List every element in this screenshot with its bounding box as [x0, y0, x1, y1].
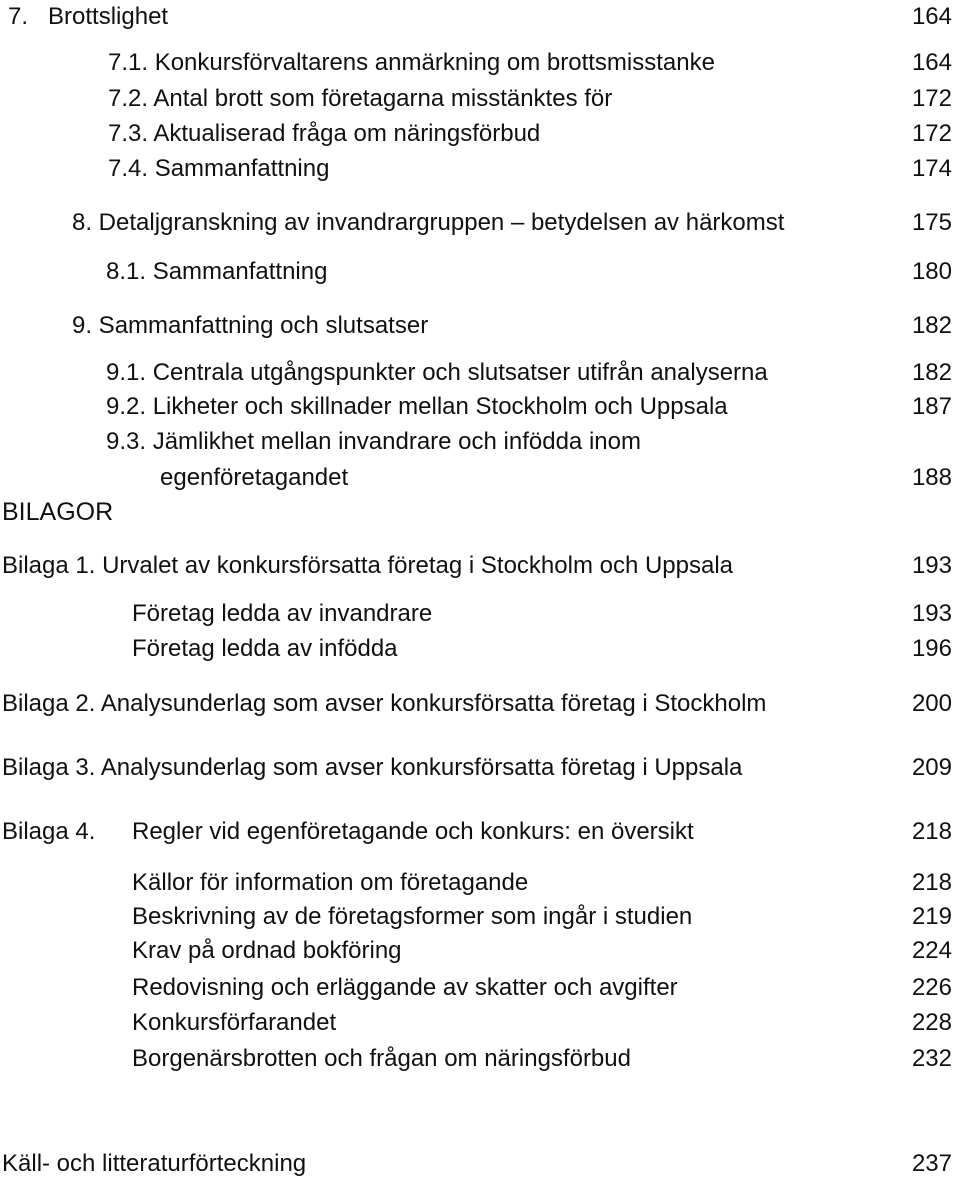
toc-entry-page: 164	[911, 49, 952, 76]
toc-entry-title: Bilaga 3. Analysunderlag som avser konkursförsatta företag i Uppsala	[2, 754, 743, 781]
toc-entry-title: Krav på ordnad bokföring	[132, 937, 402, 964]
toc-section-9-3	[0, 425, 960, 459]
toc-entry-page: 172	[911, 120, 952, 147]
toc-entry-title: Företag ledda av invandrare	[132, 600, 433, 627]
toc-entry-title: Redovisning och erläggande av skatter och avgifter	[132, 974, 678, 1001]
toc-entry-page: 188	[911, 464, 952, 491]
toc-entry-page: 200	[911, 690, 952, 717]
toc-entry-title: 8.1. Sammanfattning	[106, 258, 328, 285]
toc-entry-title: Bilaga 1. Urvalet av konkursförsatta företag i Stockholm och Uppsala	[2, 552, 734, 579]
toc-references	[0, 1147, 960, 1181]
toc-entry-title: Konkursförfarandet	[132, 1009, 337, 1036]
toc-section-7-3	[0, 117, 960, 151]
toc-appendix-4-item	[0, 866, 960, 900]
toc-entry-title: Källor för information om företagande	[132, 869, 529, 896]
toc-entry-title: 7. Brottslighet	[8, 3, 169, 30]
toc-entry-page: 224	[911, 937, 952, 964]
toc-entry-page: 172	[911, 85, 952, 112]
toc-entry-title: Beskrivning av de företagsformer som ingår i studien	[132, 903, 693, 930]
toc-entry-title: Käll- och litteraturförteckning	[2, 1150, 307, 1177]
toc-entry-title: Bilaga 2. Analysunderlag som avser konkursförsatta företag i Stockholm	[2, 690, 767, 717]
toc-entry-page: 193	[911, 552, 952, 579]
toc-entry-page: 218	[911, 818, 952, 845]
toc-section-7-2	[0, 82, 960, 116]
toc-entry-page: 164	[911, 3, 952, 30]
toc-section-9-1	[0, 356, 960, 390]
toc-entry-title: 7.2. Antal brott som företagarna misstänktes för	[108, 85, 613, 112]
toc-entry-page: 193	[911, 600, 952, 627]
toc-entry-title: Borgenärsbrotten och frågan om näringsförbud	[132, 1045, 631, 1072]
toc-entry-page: 218	[911, 869, 952, 896]
toc-entry-label: Bilaga 4.	[2, 818, 96, 845]
appendices-heading: BILAGOR	[2, 498, 114, 526]
toc-entry-page: 175	[911, 209, 952, 236]
toc-appendix-4-item	[0, 1042, 960, 1076]
toc-entry-title: egenföretagandet	[160, 464, 349, 491]
toc-entry-title: 9. Sammanfattning och slutsatser	[72, 312, 429, 339]
toc-entry-page: 182	[911, 359, 952, 386]
toc-entry-page: 209	[911, 754, 952, 781]
toc-entry-title: 9.1. Centrala utgångspunkter och slutsatser utifrån analyserna	[106, 359, 768, 386]
toc-entry-page: 226	[911, 974, 952, 1001]
toc-section-9-3-continued	[0, 461, 960, 495]
toc-entry-title: 7.4. Sammanfattning	[108, 155, 330, 182]
toc-section-7-1	[0, 46, 960, 80]
toc-section-9-2	[0, 390, 960, 424]
toc-appendix-1-item	[0, 597, 960, 631]
toc-appendix-4	[0, 815, 960, 849]
toc-entry-page: 237	[911, 1150, 952, 1177]
toc-chapter-8	[0, 206, 960, 240]
toc-appendix-4-item	[0, 971, 960, 1005]
toc-entry-title: Regler vid egenföretagande och konkurs: en översikt	[132, 818, 694, 845]
toc-appendix-4-item	[0, 900, 960, 934]
toc-section-8-1	[0, 255, 960, 289]
toc-entry-page: 180	[911, 258, 952, 285]
toc-entry-title: Företag ledda av infödda	[132, 635, 398, 662]
toc-appendix-2	[0, 687, 960, 721]
toc-entry-page: 232	[911, 1045, 952, 1072]
toc-appendix-3	[0, 751, 960, 785]
toc-entry-page: 182	[911, 312, 952, 339]
toc-entry-title: 8. Detaljgranskning av invandrargruppen – betydelsen av härkomst	[72, 209, 785, 236]
toc-entry-page: 187	[911, 393, 952, 420]
toc-appendix-1	[0, 549, 960, 583]
toc-entry-title: 7.1. Konkursförvaltarens anmärkning om brottsmisstanke	[108, 49, 715, 76]
toc-entry-page: 228	[911, 1009, 952, 1036]
toc-section-7-4	[0, 152, 960, 186]
toc-entry-page: 196	[911, 635, 952, 662]
toc-appendix-1-item	[0, 632, 960, 666]
toc-entry-title: 7.3. Aktualiserad fråga om näringsförbud	[108, 120, 541, 147]
toc-entry-page: 174	[911, 155, 952, 182]
toc-chapter-7	[0, 0, 960, 34]
toc-appendix-4-item	[0, 934, 960, 968]
toc-chapter-9	[0, 309, 960, 343]
toc-entry-title: 9.3. Jämlikhet mellan invandrare och infödda inom	[106, 428, 641, 455]
toc-entry-title: 9.2. Likheter och skillnader mellan Stockholm och Uppsala	[106, 393, 728, 420]
toc-entry-page: 219	[911, 903, 952, 930]
toc-appendix-4-item	[0, 1006, 960, 1040]
